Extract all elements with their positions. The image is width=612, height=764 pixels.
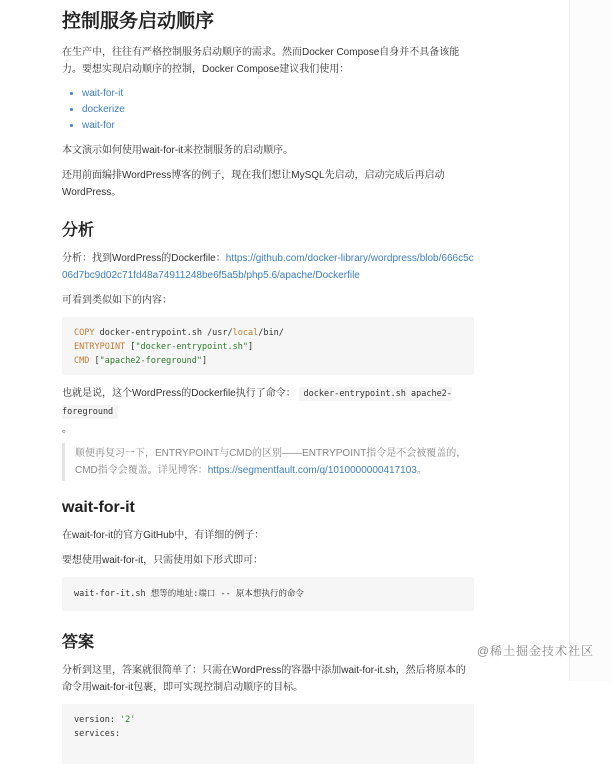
dockerfile-prefix: 分析：找到WordPress的Dockerfile： <box>62 253 226 264</box>
analysis-heading: 分析 <box>62 222 95 239</box>
code-keyword: ENTRYPOINT <box>74 342 126 352</box>
code-text: [ <box>125 342 136 352</box>
list-item <box>82 86 474 102</box>
dockerfile-link[interactable]: https://github.com/docker-library/wordpress/blob/666c5c06d7bc9d02c71fd48a74911248be6f5a5b/php5.6/apache/Dockerfile <box>62 253 474 281</box>
page-edge <box>569 0 612 681</box>
quote-suffix: 。 <box>416 465 427 476</box>
link-dockerize[interactable]: dockerize <box>82 104 125 115</box>
code-string: "apache2-foreground" <box>99 356 202 366</box>
wait-for-it-code-block: wait-for-it.sh 想等的地址:端口 -- 原本想执行的命令 <box>62 577 474 611</box>
dockerfile-paragraph <box>62 250 474 284</box>
wait-for-it-heading: wait-for-it <box>62 499 135 516</box>
entrypoint-note <box>62 443 474 481</box>
intro-paragraph: 在生产中，往往有严格控制服务启动顺序的需求。然而Docker Compose自身并不具备该能力。要想实现启动顺序的控制，Docker Compose建议我们使用： <box>62 47 460 75</box>
code-text: ] <box>248 342 254 352</box>
wait-for-it-paragraph-1: 在wait-for-it的官方GitHub中，有详细的例子： <box>62 530 265 541</box>
compose-code-block <box>62 704 474 764</box>
list-item <box>82 102 474 118</box>
code-keyword: CMD <box>74 356 90 366</box>
example-paragraph: 还用前面编排WordPress博客的例子，现在我们想让MySQL先启动，启动完成后再启动WordPress。 <box>62 170 445 198</box>
code-text: /bin/ <box>258 328 284 338</box>
code-keyword: local <box>232 328 259 338</box>
code-text: version: <box>74 715 121 725</box>
list-item <box>82 118 474 134</box>
code-keyword: COPY <box>74 328 95 338</box>
watermark: @稀土掘金技术社区 <box>476 644 594 658</box>
demo-paragraph: 本文演示如何使用wait-for-it来控制服务的启动顺序。 <box>62 145 294 156</box>
code-text: docker-entrypoint.sh /usr/ <box>94 328 233 338</box>
tools-list <box>62 86 474 134</box>
means-suffix: 。 <box>62 424 72 435</box>
code-text: services: <box>74 729 121 739</box>
code-text: [ <box>89 356 100 366</box>
similar-paragraph: 可看到类似如下的内容： <box>62 295 172 306</box>
answer-heading: 答案 <box>62 634 95 651</box>
segmentfault-link[interactable]: https://segmentfault.com/q/1010000000417103 <box>207 465 417 476</box>
link-wait-for-it[interactable]: wait-for-it <box>82 88 124 99</box>
wait-for-it-paragraph-2: 要想使用wait-for-it，只需使用如下形式即可： <box>62 555 264 566</box>
page-title: 控制服务启动顺序 <box>62 11 215 32</box>
quote-text: 顺便再复习一下，ENTRYPOINT与CMD的区别——ENTRYPOINT指令是不会被覆盖的，CMD指令会覆盖。详见博客： <box>75 448 467 476</box>
means-paragraph <box>62 385 474 438</box>
inline-code: docker-entrypoint.sh apache2-foreground <box>62 389 452 417</box>
code-text: ] <box>201 356 208 366</box>
code-string: "docker-entrypoint.sh" <box>135 342 249 352</box>
link-wait-for[interactable]: wait-for <box>82 120 115 131</box>
code-string: '2' <box>120 715 136 725</box>
means-prefix: 也就是说，这个WordPress的Dockerfile执行了命令： <box>62 388 296 399</box>
answer-paragraph: 分析到这里，答案就很简单了：只需在WordPress的容器中添加wait-for-it.sh，然后将原本的命令用wait-for-it包裹，即可实现控制启动顺序的目标。 <box>62 665 466 693</box>
dockerfile-code-block <box>62 317 474 375</box>
